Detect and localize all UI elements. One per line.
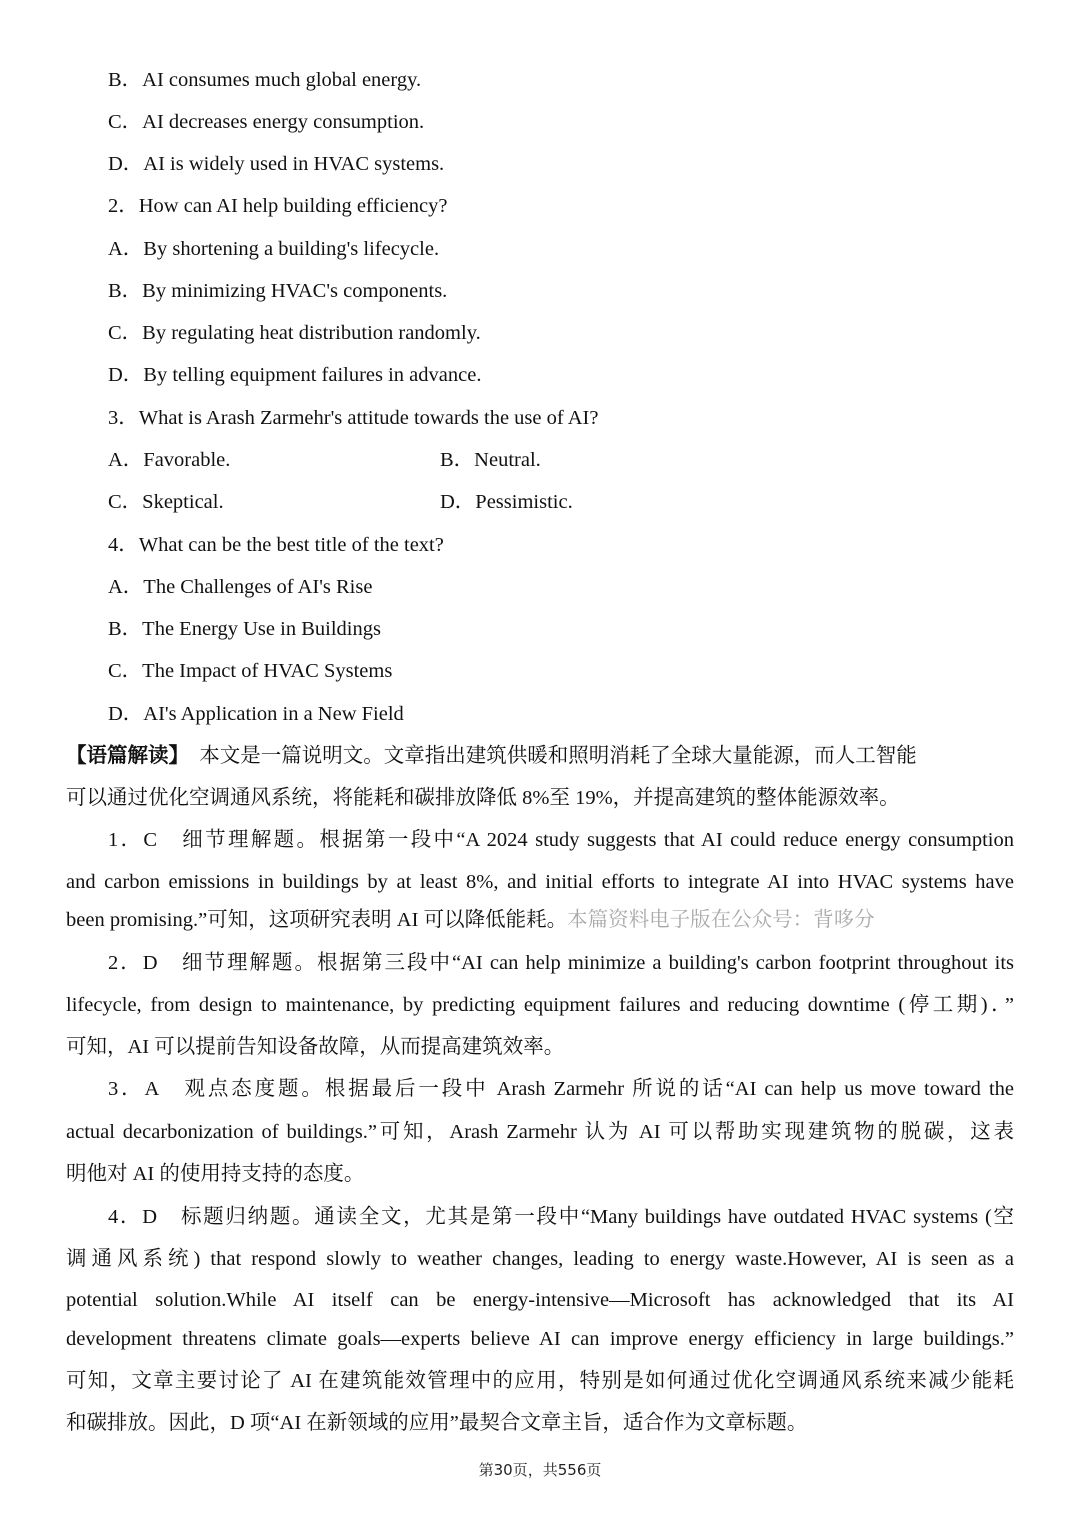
explanation-2-line-1: 2．D 细节理解题。根据第三段中“AI can help minimize a building's carbon footprint throughout its (108, 952, 1014, 974)
q2-option-a: A．By shortening a building's lifecycle. (108, 238, 440, 260)
explanation-2-line-3: 可知，AI 可以提前告知设备故障，从而提高建筑效率。 (66, 1036, 565, 1058)
q3-stem: 3．What is Arash Zarmehr's attitude towards the use of AI? (108, 407, 599, 429)
q4-option-c: C．The Impact of HVAC Systems (108, 660, 393, 682)
analysis-line-2: 可以通过优化空调通风系统，将能耗和碳排放降低 8%至 19%，并提高建筑的整体能源效率。 (66, 787, 900, 809)
q3-option-b: B．Neutral. (440, 449, 541, 471)
q1-option-b: B．AI consumes much global energy. (108, 69, 422, 91)
explanation-1-line-2: and carbon emissions in buildings by at least 8%, and initial efforts to integrate AI into HVAC systems have (66, 871, 1014, 893)
page-number-footer: 第30页，共556页 (478, 1461, 602, 1479)
q1-option-c: C．AI decreases energy consumption. (108, 111, 425, 133)
q3-option-c: C．Skeptical. (108, 491, 224, 513)
explanation-4-line-2: 调通风系统) that respond slowly to weather changes, leading to energy waste.However, AI is seen as a (66, 1248, 1014, 1270)
watermark-text: 本篇资料电子版在公众号：背哆分 (567, 909, 875, 931)
analysis-text-1: 本文是一篇说明文。文章指出建筑供暖和照明消耗了全球大量能源，而人工智能 (199, 745, 917, 767)
explanation-1-line-3 (66, 906, 1014, 934)
q1-option-d: D．AI is widely used in HVAC systems. (108, 153, 445, 175)
q2-option-b: B．By minimizing HVAC's components. (108, 280, 448, 302)
explanation-4-line-4: development threatens climate goals—experts believe AI can improve energy efficiency in large buildings.” (66, 1328, 1014, 1350)
explanation-3-line-2: actual decarbonization of buildings.”可知，Arash Zarmehr 认为 AI 可以帮助实现建筑物的脱碳，这表 (66, 1121, 1014, 1143)
q4-option-b: B．The Energy Use in Buildings (108, 618, 381, 640)
explanation-1-line-1: 1．C 细节理解题。根据第一段中“A 2024 study suggests that AI could reduce energy consumption (108, 829, 1014, 851)
analysis-tag: 【语篇解读】 (66, 745, 179, 767)
q2-stem: 2．How can AI help building efficiency? (108, 195, 448, 217)
q3-option-a: A．Favorable. (108, 449, 231, 471)
q4-stem: 4．What can be the best title of the text? (108, 534, 444, 556)
explanation-1-text: been promising.”可知，这项研究表明 AI 可以降低能耗。 (66, 909, 568, 931)
explanation-3-line-3: 明他对 AI 的使用持支持的态度。 (66, 1163, 365, 1185)
explanation-4-line-1: 4．D 标题归纳题。通读全文，尤其是第一段中“Many buildings have outdated HVAC systems (空 (108, 1206, 1014, 1228)
explanation-4-line-3: potential solution.While AI itself can be energy-intensive—Microsoft has acknowledged that its AI (66, 1289, 1014, 1311)
explanation-3-line-1: 3．A 观点态度题。根据最后一段中 Arash Zarmehr 所说的话“AI can help us move toward the (108, 1078, 1014, 1100)
q2-option-d: D．By telling equipment failures in advance. (108, 364, 482, 386)
q3-option-d: D．Pessimistic. (440, 491, 573, 513)
q4-option-a: A．The Challenges of AI's Rise (108, 576, 373, 598)
explanation-2-line-2: lifecycle, from design to maintenance, by predicting equipment failures and reducing downtime (停工期)．” (66, 994, 1014, 1016)
q4-option-d: D．AI's Application in a New Field (108, 703, 404, 725)
analysis-line-1 (66, 742, 1014, 770)
q2-option-c: C．By regulating heat distribution randomly. (108, 322, 481, 344)
explanation-4-line-5: 可知，文章主要讨论了 AI 在建筑能效管理中的应用，特别是如何通过优化空调通风系统来减少能耗 (66, 1370, 1014, 1392)
explanation-4-line-6: 和碳排放。因此，D 项“AI 在新领域的应用”最契合文章主旨，适合作为文章标题。 (66, 1412, 808, 1434)
